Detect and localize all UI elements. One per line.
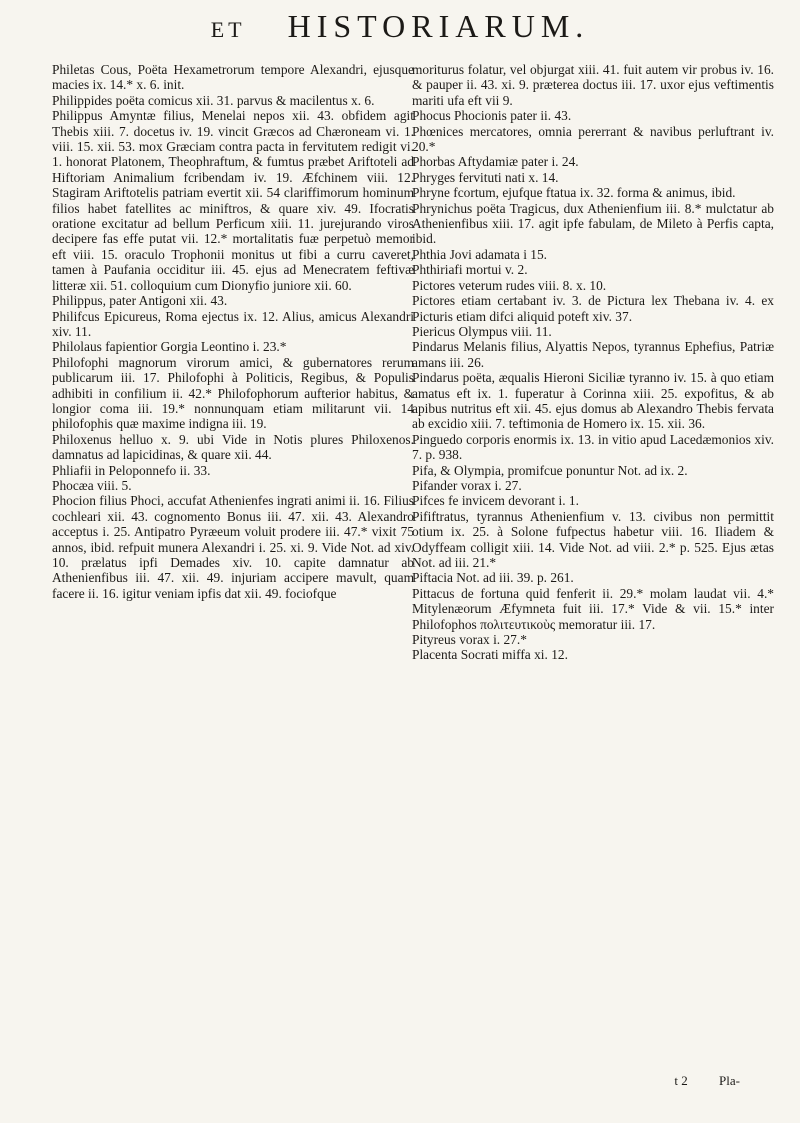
index-entry: Phliafii in Peloponnefo ii. 33. [52, 462, 211, 478]
index-entry: Pityreus vorax i. 27.* [412, 632, 527, 648]
index-entry: moriturus folatur, vel objurgat xiii. 41. fuit autem vir probus iv. 16. & pauper ii. 43. xi. 9. præterea doctus iii. 17. uxor ejus veftimentis mariti ufa eft vii 9. [412, 62, 774, 108]
index-entry: Phryne fcortum, ejufque ftatua ix. 32. forma & animus, ibid. [412, 185, 736, 201]
index-entry: Philetas Cous, Poëta Hexametrorum tempore Alexandri, ejusque macies ix. 14.* x. 6. init. [52, 62, 414, 93]
index-entry: Phorbas Aftydamiæ pater i. 24. [412, 154, 579, 170]
index-entry: Philippus Amyntæ filius, Menelai nepos xii. 43. obfidem agit Thebis xiii. 7. docetus iv. 19. vincit Græcos ad Chæroneam vi. 1. viii. 15. xii. 53. mox Græciam contra pacta in fervitutem redigit vi. 1. honorat Platonem, Theophraftum, & fumtus præbet Ariftoteli ad Hiftoriam Animalium fcribendam iv. 19. Æfchinem viii. 12. Stagiram Ariftotelis patriam evertit xii. 54 clariffimorum hominum filios habet fatellites ac miniftros, & quare xiv. 49. Ifocratis oratione excitatur ad bellum Perficum xiii. 11. jurejurando viros decipere fas effe putat vii. 12.* mortalitatis fuæ perpetuò memor eft viii. 15. oraculo Trophonii monitus ut fibi a curru caveret, tamen à Paufania occiditur iii. 45. ejus ad Menecratem feftivæ litteræ xii. 51. colloquium cum Dionyfio juniore xii. 60. [52, 108, 414, 293]
index-entry: Phœnices mercatores, omnia pererrant & navibus perluftrant iv. 20.* [412, 123, 774, 155]
index-entry: Phocæa viii. 5. [52, 477, 132, 493]
running-head [0, 8, 800, 45]
index-entry: Piericus Olympus viii. 11. [412, 323, 552, 339]
index-entry: Placenta Socrati miffa xi. 12. [412, 647, 568, 663]
index-entry: Phocus Phocionis pater ii. 43. [412, 108, 572, 124]
index-entry: Phocion filius Phoci, accufat Athenienfes ingrati animi ii. 16. Filius cochleari xii. 43. cognomento Bonus iii. 47. xii. 43. Alexandro acceptus i. 25. Antipatro Pyræeum voluit prodere iii. 47.* vixit 75 annos, ibid. refpuit munera Alexandri i. 25. xi. 9. Vide Not. ad xiv. 10. prælatus ipfi Demades xiv. 10. capite damnatur ab Athenienfibus iii. 47. xii. 49. injuriam accipere mavult, quam facere ii. 16. igitur veniam ipfis dat xii. 49. fociofque [52, 493, 414, 601]
index-entry: Pindarus poëta, æqualis Hieroni Siciliæ tyranno iv. 15. à quo etiam amatus eft ix. 1. fuperatur à Corinna xiii. 25. expofitus, & ab apibus nutritus eft xii. 45. ejus domus ab Alexandro Thebis fervata ab excidio xiii. 7. teftimonia de Homero ix. 15. xii. 36. [412, 370, 774, 432]
index-entry: Pifa, & Olympia, promifcue ponuntur Not. ad ix. 2. [412, 462, 688, 478]
signature-mark: t 2 [674, 1073, 688, 1088]
index-entry: Phthiriafi mortui v. 2. [412, 262, 528, 278]
left-column [52, 62, 414, 601]
index-entry: Pifces fe invicem devorant i. 1. [412, 493, 579, 509]
index-entry: Pindarus Melanis filius, Alyattis Nepos, tyrannus Ephefius, Patriæ amans iii. 26. [412, 339, 774, 370]
index-entry: Phrynichus poëta Tragicus, dux Athenienfium iii. 8.* mulctatur ab Athenienfibus xiii. 17. agit ipfe fabulam, de Mileto à Perfis capta, ibid. [412, 200, 774, 247]
page-footer [646, 1073, 740, 1089]
index-entry: Philippides poëta comicus xii. 31. parvus & macilentus x. 6. [52, 92, 375, 108]
index-entry: Phryges fervituti nati x. 14. [412, 169, 559, 185]
index-entry: Pinguedo corporis enormis ix. 13. in vitio apud Lacedæmonios xiv. 7. p. 938. [412, 431, 774, 463]
index-entry: Pittacus de fortuna quid fenferit ii. 29.* molam laudat vii. 4.* Mitylenæorum Æfymneta fuit iii. 17.* Vide & vii. 15.* inter Philofophos πολιτευτικοὺς memoratur iii. 17. [412, 585, 774, 632]
catchword: Pla- [719, 1073, 740, 1088]
index-entry: Piftacia Not. ad iii. 39. p. 261. [412, 570, 574, 586]
index-entry: Pictores veterum rudes viii. 8. x. 10. [412, 277, 607, 293]
index-entry: Philifcus Epicureus, Roma ejectus ix. 12. Alius, amicus Alexandri xiv. 11. [52, 308, 414, 339]
index-entry: Philoxenus helluo x. 9. ubi Vide in Notis plures Philoxenos. damnatus ad lapicidinas, & quare xii. 44. [52, 431, 414, 463]
index-entry: Philolaus fapientior Gorgia Leontino i. 23.* [52, 339, 287, 355]
index-entry: Pictores etiam certabant iv. 3. de Pictura lex Thebana iv. 4. ex Picturis etiam difci aliquid poteft xiv. 37. [412, 293, 774, 324]
index-entry: Phthia Jovi adamata i 15. [412, 246, 547, 262]
index-entry: Philofophi magnorum virorum amici, & gubernatores rerum publicarum iii. 17. Philofophi à Politicis, Regibus, & Populis adhibiti in confilium ii. 42.* Philofophorum aufterior habitus, & longior coma iii. 19.* nonnunquam etiam militarunt vii. 14 philofophis quæ maxime indigna iii. 19. [52, 354, 414, 432]
index-entry: Philippus, pater Antigoni xii. 43. [52, 293, 228, 309]
index-entry: Pifander vorax i. 27. [412, 477, 522, 493]
running-head-title: HISTORIARUM. [287, 8, 590, 44]
index-entry: Pififtratus, tyrannus Athenienfium v. 13. civibus non permittit otium ix. 25. à Solone fufpectus habetur viii. 16. Iliadem & Odyffeam colligit xiii. 14. Vide Not. ad viii. 2.* p. 525. Ejus ætas Not. ad iii. 21.* [412, 508, 774, 570]
right-column [412, 62, 774, 663]
running-head-et: ET [210, 17, 246, 42]
